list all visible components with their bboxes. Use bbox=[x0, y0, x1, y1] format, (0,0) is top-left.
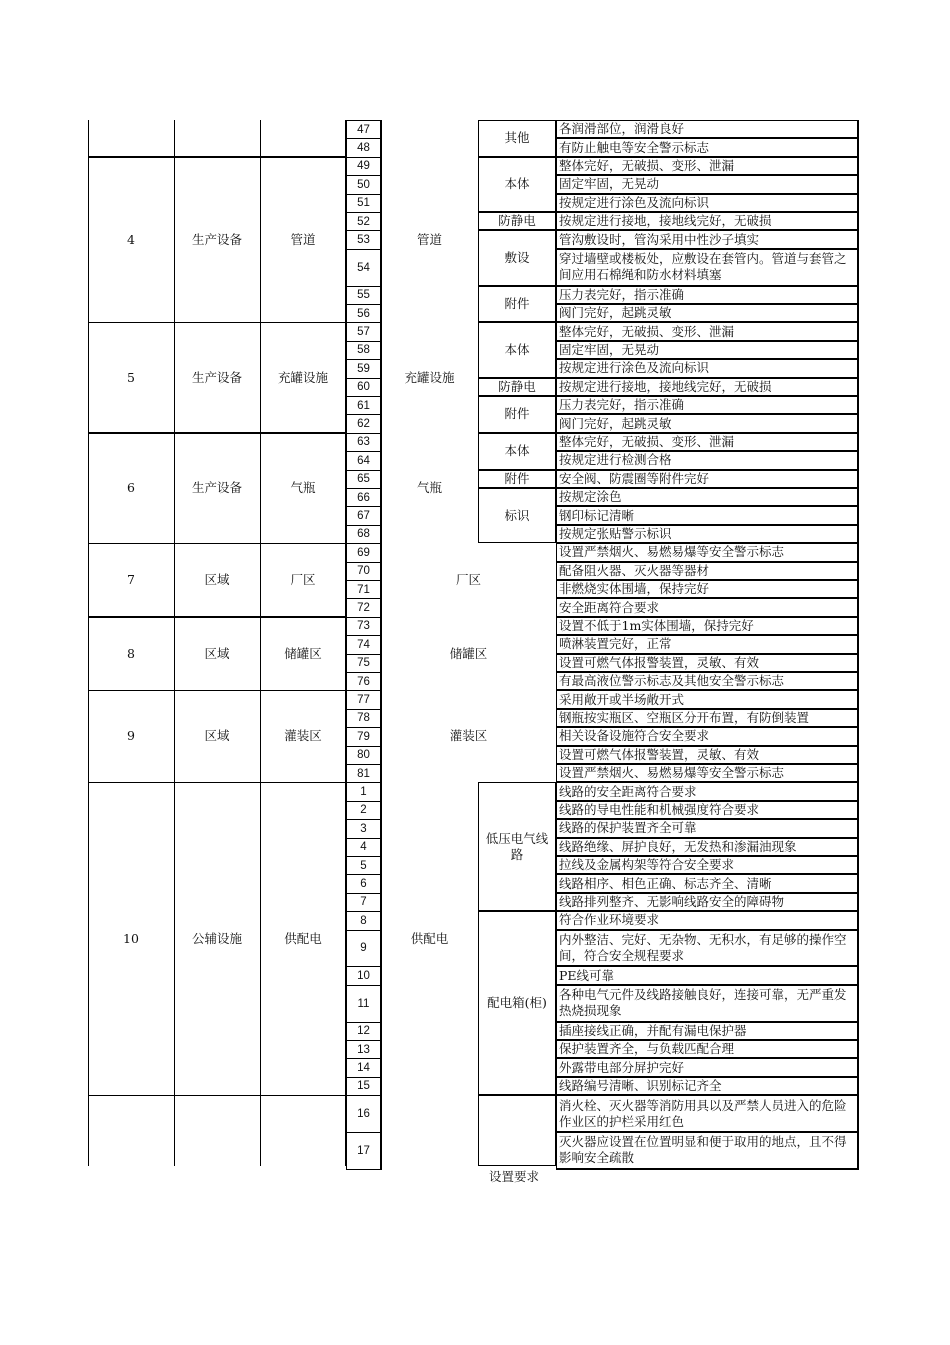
row-number: 56 bbox=[346, 304, 382, 323]
row-number: 9 bbox=[346, 930, 382, 968]
row-number: 58 bbox=[346, 341, 382, 360]
group-category: 生产设备 bbox=[191, 479, 242, 495]
row-number: 47 bbox=[346, 120, 382, 139]
requirement-text: 按规定张贴警示标识 bbox=[556, 525, 859, 544]
row-number: 67 bbox=[346, 506, 382, 525]
row-number: 52 bbox=[346, 212, 382, 231]
row-number: 16 bbox=[346, 1095, 382, 1133]
part-name: 附件 bbox=[478, 286, 556, 323]
footer-caption: 设置要求 bbox=[489, 1169, 540, 1184]
requirement-text: 各种电气元件及线路接触良好，连接可靠，无严重发热烧损现象 bbox=[556, 985, 859, 1023]
row-number: 7 bbox=[346, 893, 382, 912]
column-line bbox=[174, 120, 175, 1166]
group-subitem: 充罐设施 bbox=[404, 369, 455, 385]
requirement-text: 线路编号清晰、识别标记齐全 bbox=[556, 1077, 859, 1096]
row-number: 1 bbox=[346, 782, 382, 801]
requirement-text: 按规定进行涂色及流向标识 bbox=[556, 359, 859, 378]
group-number: 6 bbox=[127, 479, 135, 495]
row-number: 11 bbox=[346, 985, 382, 1023]
requirement-text: 线路的导电性能和机械强度符合要求 bbox=[556, 801, 859, 820]
part-name: 本体 bbox=[478, 157, 556, 212]
requirement-text: 采用敞开或半场敞开式 bbox=[556, 690, 859, 709]
row-number: 49 bbox=[346, 157, 382, 176]
requirement-text: 消火栓、灭火器等消防用具以及严禁人员进入的危险作业区的护栏采用红色 bbox=[556, 1095, 859, 1133]
row-number: 57 bbox=[346, 322, 382, 341]
row-number: 60 bbox=[346, 378, 382, 397]
row-number: 15 bbox=[346, 1077, 382, 1096]
row-number: 17 bbox=[346, 1132, 382, 1170]
requirement-text: 按规定进行涂色及流向标识 bbox=[556, 194, 859, 213]
row-number: 55 bbox=[346, 286, 382, 305]
row-number: 70 bbox=[346, 562, 382, 581]
requirement-text: 阀门完好，起跳灵敏 bbox=[556, 414, 859, 433]
requirement-text: 插座接线正确，并配有漏电保护器 bbox=[556, 1022, 859, 1041]
requirement-text: 阀门完好，起跳灵敏 bbox=[556, 304, 859, 323]
group-subitem: 管道 bbox=[416, 231, 442, 247]
row-number: 10 bbox=[346, 966, 382, 985]
part-name: 配电箱(柜) bbox=[478, 911, 556, 1095]
group-category bbox=[174, 120, 260, 157]
row-number: 80 bbox=[346, 746, 382, 765]
group-category: 区域 bbox=[204, 571, 230, 587]
row-number: 68 bbox=[346, 525, 382, 544]
requirement-text: 设置严禁烟火、易燃易爆等安全警示标志 bbox=[556, 543, 859, 562]
requirement-text: 钢印标记清晰 bbox=[556, 506, 859, 525]
requirement-text: 拉线及金属构架等符合安全要求 bbox=[556, 856, 859, 875]
group-category: 区域 bbox=[204, 645, 230, 661]
row-number: 61 bbox=[346, 396, 382, 415]
group-subitem bbox=[381, 120, 478, 157]
row-number: 65 bbox=[346, 470, 382, 489]
requirement-text: 线路的保护装置齐全可靠 bbox=[556, 819, 859, 838]
requirement-text: 设置严禁烟火、易燃易爆等安全警示标志 bbox=[556, 764, 859, 783]
group-object: 储罐区 bbox=[284, 645, 322, 661]
row-number: 71 bbox=[346, 580, 382, 599]
group-category: 生产设备 bbox=[191, 231, 242, 247]
group-subitem: 灌装区 bbox=[449, 728, 488, 744]
group-subitem: 供配电 bbox=[410, 930, 449, 946]
requirement-text: 线路的安全距离符合要求 bbox=[556, 782, 859, 801]
row-number: 72 bbox=[346, 598, 382, 617]
requirement-text: 相关设备设施符合安全要求 bbox=[556, 727, 859, 746]
group-category: 生产设备 bbox=[191, 369, 242, 385]
requirement-text: 外露带电部分屏护完好 bbox=[556, 1058, 859, 1077]
requirement-text: 灭火器应设置在位置明显和便于取用的地点，且不得影响安全疏散 bbox=[556, 1132, 859, 1170]
row-number: 12 bbox=[346, 1022, 382, 1041]
row-number: 48 bbox=[346, 138, 382, 157]
row-number: 14 bbox=[346, 1058, 382, 1077]
row-number: 8 bbox=[346, 911, 382, 930]
requirement-text: 设置可燃气体报警装置，灵敏、有效 bbox=[556, 746, 859, 765]
requirement-text: 整体完好，无破损、变形、泄漏 bbox=[556, 433, 859, 452]
column-line bbox=[260, 120, 261, 1166]
row-number: 78 bbox=[346, 709, 382, 728]
row-number: 5 bbox=[346, 856, 382, 875]
requirement-text: 安全阀、防震圈等附件完好 bbox=[556, 470, 859, 489]
row-number: 63 bbox=[346, 433, 382, 452]
requirement-text: 安全距离符合要求 bbox=[556, 598, 859, 617]
row-number: 69 bbox=[346, 543, 382, 562]
group-number bbox=[88, 1095, 174, 1166]
group-subitem bbox=[381, 1095, 478, 1166]
group-category: 公辅设施 bbox=[191, 930, 242, 946]
requirement-text: 设置不低于1m实体围墙，保持完好 bbox=[556, 617, 859, 636]
requirement-text: 固定牢固，无晃动 bbox=[556, 175, 859, 194]
row-number: 76 bbox=[346, 672, 382, 691]
group-object: 气瓶 bbox=[290, 479, 316, 495]
group-subitem: 气瓶 bbox=[416, 479, 442, 495]
group-object: 充罐设施 bbox=[277, 369, 328, 385]
part-name: 本体 bbox=[478, 433, 556, 470]
requirement-text: 有防止触电等安全警示标志 bbox=[556, 138, 859, 157]
row-number: 6 bbox=[346, 874, 382, 893]
group-number: 4 bbox=[127, 231, 135, 247]
group-category: 区域 bbox=[204, 728, 230, 744]
group-number: 7 bbox=[127, 571, 135, 587]
part-name: 防静电 bbox=[478, 212, 556, 230]
requirement-text: 管沟敷设时，管沟采用中性沙子填实 bbox=[556, 230, 859, 249]
requirement-text: 钢瓶按实瓶区、空瓶区分开布置，有防倒装置 bbox=[556, 709, 859, 728]
row-number: 79 bbox=[346, 727, 382, 746]
requirement-text: 喷淋装置完好，正常 bbox=[556, 635, 859, 654]
requirement-text: 符合作业环境要求 bbox=[556, 911, 859, 930]
row-number: 64 bbox=[346, 451, 382, 470]
requirement-text: 有最高液位警示标志及其他安全警示标志 bbox=[556, 672, 859, 691]
row-number: 4 bbox=[346, 838, 382, 857]
group-object: 供配电 bbox=[284, 930, 322, 946]
requirement-text: 整体完好，无破损、变形、泄漏 bbox=[556, 322, 859, 341]
group-subitem: 厂区 bbox=[455, 571, 481, 587]
group-object: 管道 bbox=[290, 231, 316, 247]
requirement-text: 内外整洁、完好、无杂物、无积水，有足够的操作空间，符合安全规程要求 bbox=[556, 930, 859, 968]
requirement-text: 整体完好，无破损、变形、泄漏 bbox=[556, 157, 859, 176]
group-object: 灌装区 bbox=[284, 728, 322, 744]
requirement-text: 配备阻火器、灭火器等器材 bbox=[556, 562, 859, 581]
group-object bbox=[260, 1095, 346, 1166]
group-number: 9 bbox=[127, 728, 135, 744]
requirement-text: 设置可燃气体报警装置，灵敏、有效 bbox=[556, 654, 859, 673]
part-name: 低压电气线路 bbox=[478, 782, 556, 911]
column-line bbox=[88, 120, 89, 1166]
requirement-text: 按规定进行检测合格 bbox=[556, 451, 859, 470]
part-name: 标识 bbox=[478, 488, 556, 543]
requirement-text: 固定牢固，无晃动 bbox=[556, 341, 859, 360]
requirement-text: 线路相序、相色正确、标志齐全、清晰 bbox=[556, 874, 859, 893]
row-number: 74 bbox=[346, 635, 382, 654]
group-number: 8 bbox=[127, 645, 135, 661]
requirement-text: 穿过墙壁或楼板处，应敷设在套管内。管道与套管之间应用石棉绳和防水材料填塞 bbox=[556, 249, 859, 287]
row-number: 62 bbox=[346, 414, 382, 433]
part-name: 敷设 bbox=[478, 230, 556, 285]
row-number: 51 bbox=[346, 194, 382, 213]
row-number: 73 bbox=[346, 617, 382, 636]
row-number: 3 bbox=[346, 819, 382, 838]
requirement-text: 保护装置齐全，与负载匹配合理 bbox=[556, 1040, 859, 1059]
column-line bbox=[381, 120, 382, 1166]
part-name: 防静电 bbox=[478, 378, 556, 396]
group-category bbox=[174, 1095, 260, 1166]
part-name: 其他 bbox=[478, 120, 556, 157]
row-number: 54 bbox=[346, 249, 382, 287]
row-number: 13 bbox=[346, 1040, 382, 1059]
part-name: 附件 bbox=[478, 470, 556, 488]
row-number: 59 bbox=[346, 359, 382, 378]
requirement-text: 线路排列整齐、无影响线路安全的障碍物 bbox=[556, 893, 859, 912]
group-number bbox=[88, 120, 174, 157]
requirement-text: 各润滑部位，润滑良好 bbox=[556, 120, 859, 139]
row-number: 75 bbox=[346, 654, 382, 673]
part-name: 本体 bbox=[478, 322, 556, 377]
requirement-text: 压力表完好，指示准确 bbox=[556, 396, 859, 415]
column-line bbox=[345, 120, 347, 1166]
part-name bbox=[478, 1095, 556, 1166]
requirement-text: 线路绝缘、屏护良好，无发热和渗漏油现象 bbox=[556, 838, 859, 857]
row-number: 50 bbox=[346, 175, 382, 194]
row-number: 2 bbox=[346, 801, 382, 820]
requirement-text: 压力表完好，指示准确 bbox=[556, 286, 859, 305]
requirement-text: 非燃烧实体围墙，保持完好 bbox=[556, 580, 859, 599]
row-number: 66 bbox=[346, 488, 382, 507]
group-object bbox=[260, 120, 346, 157]
group-number: 10 bbox=[123, 930, 139, 946]
requirement-text: PE线可靠 bbox=[556, 966, 859, 985]
group-subitem: 储罐区 bbox=[449, 645, 488, 661]
row-number: 77 bbox=[346, 690, 382, 709]
group-number: 5 bbox=[127, 369, 135, 385]
requirement-text: 按规定涂色 bbox=[556, 488, 859, 507]
requirement-text: 按规定进行接地，接地线完好，无破损 bbox=[556, 212, 859, 231]
part-name: 附件 bbox=[478, 396, 556, 433]
group-object: 厂区 bbox=[290, 571, 316, 587]
row-number: 81 bbox=[346, 764, 382, 783]
requirement-text: 按规定进行接地，接地线完好，无破损 bbox=[556, 378, 859, 397]
row-number: 53 bbox=[346, 230, 382, 249]
